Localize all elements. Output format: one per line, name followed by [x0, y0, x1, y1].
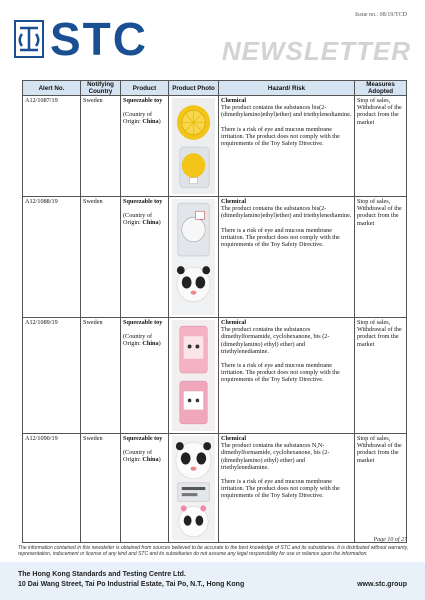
hazard-cell [219, 197, 355, 318]
origin-close: ) [158, 219, 161, 227]
origin-label: (Country of Origin: [123, 333, 153, 348]
table-row [23, 434, 407, 543]
hazard-type: Chemical [221, 97, 247, 104]
hazard-cell [219, 96, 355, 197]
hazard-type: Chemical [221, 319, 247, 326]
origin-close: ) [158, 340, 161, 348]
hazard-risk: There is a risk of eye and mucous membrane irritation. The product does not comply with the requirements of the Toy Safety Directive. [221, 125, 340, 148]
origin-close: ) [158, 118, 161, 126]
notifying-country: Sweden [81, 96, 121, 197]
footer-company: The Hong Kong Standards and Testing Centre Ltd. [18, 571, 186, 578]
hazard-description: The product contains the substances dimethylformamide, cyclohexanone, bis (2-(dimethylamino) ethyl) ether) and triethylenediamine. [221, 326, 330, 355]
hazard-description: The product contains the substances bis(2-(dimethylamino)ethyl)ether) and triethylenediamine. [221, 205, 352, 220]
product-photo [172, 98, 215, 194]
logo-wordmark: STC [50, 13, 148, 65]
alert-number: A12/1090/19 [23, 434, 81, 543]
column-header-measures: Measures Adopted [355, 81, 407, 96]
footer-address: 10 Dai Wang Street, Tai Po Industrial Estate, Tai Po, N.T., Hong Kong [18, 581, 245, 588]
stc-logo-icon [14, 20, 44, 58]
column-header-alert-no: Alert No. [23, 81, 81, 96]
alert-number: A12/1087/19 [23, 96, 81, 197]
footer-website-link[interactable]: www.stc.group [357, 581, 407, 588]
column-header-product: Product [121, 81, 169, 96]
product-photo-cell [169, 318, 219, 434]
product-photo [172, 320, 215, 431]
notifying-country: Sweden [81, 434, 121, 543]
alert-number: A12/1088/19 [23, 197, 81, 318]
disclaimer-text: The information contained in this newsletter is obtained from sources believed to be accurate to the best knowledge of STC and its subsidiaries. It is distributed without warranty, representation, inducement or license of any kind and STC and its subsidiaries do not assume any legal responsibility for use or reliance upon the information. [18, 545, 409, 557]
origin-label: (Country of Origin: [123, 111, 153, 126]
alerts-table [22, 80, 407, 543]
newsletter-watermark: NEWSLETTER [221, 36, 411, 66]
origin-country: China [142, 219, 159, 227]
page-header [0, 0, 425, 80]
table-row [23, 318, 407, 434]
hazard-risk: There is a risk of eye and mucous membrane irritation. The product does not comply with the requirements of the Toy Safety Directive. [221, 478, 340, 500]
product-cell [121, 318, 169, 434]
hazard-risk: There is a risk of eye and mucous membrane irritation. The product does not comply with the requirements of the Toy Safety Directive. [221, 362, 340, 384]
product-photo-cell [169, 434, 219, 543]
alert-number: A12/1089/19 [23, 318, 81, 434]
origin-label: (Country of Origin: [123, 212, 153, 227]
product-cell [121, 96, 169, 197]
product-cell [121, 197, 169, 318]
hazard-cell [219, 318, 355, 434]
page-number: Page 10 of 27 [373, 537, 407, 543]
origin-country: China [142, 118, 159, 126]
measures-adopted: Stop of sales, Withdrawal of the product from the market [355, 434, 407, 543]
measures-adopted: Stop of sales, Withdrawal of the product from the market [355, 318, 407, 434]
product-photo-cell [169, 197, 219, 318]
hazard-risk: There is a risk of eye and mucous membrane irritation. The product does not comply with the requirements of the Toy Safety Directive. [221, 226, 340, 249]
product-name: Squeezable toy [123, 97, 163, 104]
issue-number: Issue no.: 08/19/TCD [355, 12, 407, 18]
column-header-hazard: Hazard/ Risk [219, 81, 355, 96]
origin-country: China [142, 456, 159, 464]
table-header-row [23, 81, 407, 96]
origin-label: (Country of Origin: [123, 449, 153, 464]
product-name: Squeezable toy [123, 319, 163, 326]
product-name: Squeezable toy [123, 435, 163, 442]
product-cell [121, 434, 169, 543]
origin-close: ) [158, 456, 161, 464]
product-photo-cell [169, 96, 219, 197]
product-name: Squeezable toy [123, 198, 163, 205]
origin-country: China [142, 340, 159, 348]
hazard-type: Chemical [221, 435, 247, 442]
notifying-country: Sweden [81, 318, 121, 434]
table-row [23, 197, 407, 318]
column-header-photo: Product Photo [169, 81, 219, 96]
measures-adopted: Stop of sales, Withdrawal of the product from the market [355, 197, 407, 318]
hazard-description: The product contains the substances bis(2-(dimethylamino)ethyl)ether) and triethylenediamine. [221, 104, 352, 119]
product-photo [172, 436, 215, 540]
table-row [23, 96, 407, 197]
page-footer [0, 562, 425, 600]
hazard-cell [219, 434, 355, 543]
product-photo [172, 199, 215, 315]
hazard-type: Chemical [221, 198, 247, 205]
hazard-description: The product contains the substances N,N-dimethylformamide, cyclohexanone, bis (2-(dimethylamino) ethyl) ether) and triethylenediamine. [221, 442, 330, 471]
measures-adopted: Stop of sales, Withdrawal of the product from the market [355, 96, 407, 197]
column-header-country: Notifying Country [81, 81, 121, 96]
notifying-country: Sweden [81, 197, 121, 318]
